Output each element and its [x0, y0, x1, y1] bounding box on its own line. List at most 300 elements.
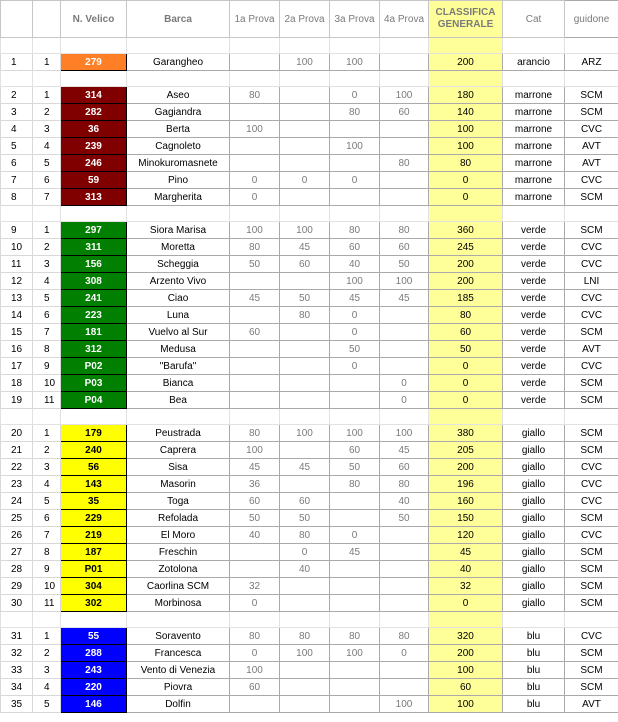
- overall-total-cell[interactable]: 200: [429, 256, 503, 273]
- header-boat[interactable]: Barca: [127, 1, 230, 38]
- overall-total-cell[interactable]: 185: [429, 290, 503, 307]
- race-1-cell[interactable]: 45: [230, 290, 280, 307]
- row-number-cell[interactable]: 30: [1, 595, 33, 612]
- sail-number-cell[interactable]: 297: [61, 222, 127, 239]
- class-position-cell[interactable]: 4: [33, 679, 61, 696]
- row-number-cell[interactable]: 26: [1, 527, 33, 544]
- pennant-cell[interactable]: CVC: [565, 307, 618, 324]
- overall-total-cell[interactable]: 200: [429, 459, 503, 476]
- class-position-cell[interactable]: 4: [33, 138, 61, 155]
- race-1-cell[interactable]: [230, 307, 280, 324]
- overall-total-cell[interactable]: 100: [429, 662, 503, 679]
- race-4-cell[interactable]: [380, 595, 429, 612]
- boat-name-cell[interactable]: Bianca: [127, 375, 230, 392]
- overall-total-cell[interactable]: 40: [429, 561, 503, 578]
- class-position-cell[interactable]: 11: [33, 595, 61, 612]
- category-cell[interactable]: marrone: [503, 172, 565, 189]
- class-position-cell[interactable]: 1: [33, 87, 61, 104]
- pennant-cell[interactable]: AVT: [565, 696, 618, 713]
- race-2-cell[interactable]: 0: [280, 172, 330, 189]
- boat-name-cell[interactable]: Ciao: [127, 290, 230, 307]
- class-position-cell[interactable]: 1: [33, 628, 61, 645]
- race-4-cell[interactable]: [380, 341, 429, 358]
- race-4-cell[interactable]: [380, 324, 429, 341]
- race-3-cell[interactable]: [330, 679, 380, 696]
- category-cell[interactable]: blu: [503, 645, 565, 662]
- category-cell[interactable]: verde: [503, 290, 565, 307]
- boat-name-cell[interactable]: Vento di Venezia: [127, 662, 230, 679]
- boat-name-cell[interactable]: Freschin: [127, 544, 230, 561]
- pennant-cell[interactable]: CVC: [565, 290, 618, 307]
- class-position-cell[interactable]: 9: [33, 561, 61, 578]
- sail-number-cell[interactable]: 220: [61, 679, 127, 696]
- category-cell[interactable]: marrone: [503, 189, 565, 206]
- row-number-cell[interactable]: 15: [1, 324, 33, 341]
- race-4-cell[interactable]: [380, 527, 429, 544]
- header-pennant[interactable]: guidone: [565, 1, 618, 38]
- boat-name-cell[interactable]: Margherita: [127, 189, 230, 206]
- pennant-cell[interactable]: SCM: [565, 510, 618, 527]
- race-1-cell[interactable]: 32: [230, 578, 280, 595]
- pennant-cell[interactable]: CVC: [565, 239, 618, 256]
- overall-total-cell[interactable]: 360: [429, 222, 503, 239]
- race-2-cell[interactable]: [280, 358, 330, 375]
- race-3-cell[interactable]: [330, 121, 380, 138]
- race-2-cell[interactable]: [280, 595, 330, 612]
- row-number-cell[interactable]: 27: [1, 544, 33, 561]
- boat-name-cell[interactable]: Garangheo: [127, 54, 230, 71]
- overall-total-cell[interactable]: 100: [429, 138, 503, 155]
- category-cell[interactable]: giallo: [503, 493, 565, 510]
- class-position-cell[interactable]: 3: [33, 256, 61, 273]
- boat-name-cell[interactable]: Berta: [127, 121, 230, 138]
- overall-total-cell[interactable]: 0: [429, 392, 503, 409]
- overall-total-cell[interactable]: 45: [429, 544, 503, 561]
- race-3-cell[interactable]: 50: [330, 459, 380, 476]
- pennant-cell[interactable]: SCM: [565, 189, 618, 206]
- class-position-cell[interactable]: 4: [33, 273, 61, 290]
- race-3-cell[interactable]: [330, 662, 380, 679]
- pennant-cell[interactable]: LNI: [565, 273, 618, 290]
- row-number-cell[interactable]: 22: [1, 459, 33, 476]
- race-4-cell[interactable]: 0: [380, 392, 429, 409]
- race-4-cell[interactable]: [380, 138, 429, 155]
- overall-total-cell[interactable]: 320: [429, 628, 503, 645]
- race-4-cell[interactable]: [380, 358, 429, 375]
- category-cell[interactable]: arancio: [503, 54, 565, 71]
- race-1-cell[interactable]: 50: [230, 256, 280, 273]
- class-position-cell[interactable]: 2: [33, 645, 61, 662]
- race-1-cell[interactable]: [230, 358, 280, 375]
- pennant-cell[interactable]: CVC: [565, 256, 618, 273]
- row-number-cell[interactable]: 28: [1, 561, 33, 578]
- boat-name-cell[interactable]: Masorin: [127, 476, 230, 493]
- overall-total-cell[interactable]: 245: [429, 239, 503, 256]
- race-4-cell[interactable]: 0: [380, 375, 429, 392]
- race-4-cell[interactable]: [380, 578, 429, 595]
- category-cell[interactable]: marrone: [503, 155, 565, 172]
- class-position-cell[interactable]: 5: [33, 155, 61, 172]
- sail-number-cell[interactable]: 308: [61, 273, 127, 290]
- boat-name-cell[interactable]: Dolfin: [127, 696, 230, 713]
- boat-name-cell[interactable]: Medusa: [127, 341, 230, 358]
- sail-number-cell[interactable]: P02: [61, 358, 127, 375]
- category-cell[interactable]: giallo: [503, 544, 565, 561]
- race-1-cell[interactable]: 100: [230, 121, 280, 138]
- category-cell[interactable]: giallo: [503, 442, 565, 459]
- race-2-cell[interactable]: 100: [280, 425, 330, 442]
- class-position-cell[interactable]: 3: [33, 459, 61, 476]
- overall-total-cell[interactable]: 200: [429, 273, 503, 290]
- overall-total-cell[interactable]: 60: [429, 679, 503, 696]
- sail-number-cell[interactable]: 314: [61, 87, 127, 104]
- category-cell[interactable]: marrone: [503, 121, 565, 138]
- race-4-cell[interactable]: 60: [380, 239, 429, 256]
- class-position-cell[interactable]: 10: [33, 578, 61, 595]
- boat-name-cell[interactable]: Francesca: [127, 645, 230, 662]
- race-2-cell[interactable]: 50: [280, 290, 330, 307]
- race-1-cell[interactable]: [230, 138, 280, 155]
- pennant-cell[interactable]: AVT: [565, 138, 618, 155]
- race-4-cell[interactable]: [380, 679, 429, 696]
- category-cell[interactable]: marrone: [503, 104, 565, 121]
- class-position-cell[interactable]: 3: [33, 662, 61, 679]
- overall-total-cell[interactable]: 80: [429, 307, 503, 324]
- race-2-cell[interactable]: [280, 189, 330, 206]
- row-number-cell[interactable]: 9: [1, 222, 33, 239]
- category-cell[interactable]: verde: [503, 324, 565, 341]
- category-cell[interactable]: giallo: [503, 425, 565, 442]
- category-cell[interactable]: verde: [503, 239, 565, 256]
- boat-name-cell[interactable]: Sisa: [127, 459, 230, 476]
- class-position-cell[interactable]: 7: [33, 189, 61, 206]
- overall-total-cell[interactable]: 140: [429, 104, 503, 121]
- row-number-cell[interactable]: 21: [1, 442, 33, 459]
- pennant-cell[interactable]: CVC: [565, 493, 618, 510]
- race-3-cell[interactable]: 100: [330, 425, 380, 442]
- row-number-cell[interactable]: 18: [1, 375, 33, 392]
- race-4-cell[interactable]: [380, 54, 429, 71]
- boat-name-cell[interactable]: Caorlina SCM: [127, 578, 230, 595]
- class-position-cell[interactable]: 1: [33, 54, 61, 71]
- race-4-cell[interactable]: 40: [380, 493, 429, 510]
- race-1-cell[interactable]: 0: [230, 189, 280, 206]
- race-3-cell[interactable]: 0: [330, 307, 380, 324]
- race-4-cell[interactable]: 80: [380, 222, 429, 239]
- header-race-1[interactable]: 1a Prova: [230, 1, 280, 38]
- category-cell[interactable]: giallo: [503, 459, 565, 476]
- pennant-cell[interactable]: SCM: [565, 104, 618, 121]
- overall-total-cell[interactable]: 200: [429, 54, 503, 71]
- row-number-cell[interactable]: 25: [1, 510, 33, 527]
- header-overall-ranking[interactable]: [429, 1, 503, 38]
- race-3-cell[interactable]: 100: [330, 54, 380, 71]
- pennant-cell[interactable]: CVC: [565, 527, 618, 544]
- pennant-cell[interactable]: CVC: [565, 476, 618, 493]
- boat-name-cell[interactable]: Arzento Vivo: [127, 273, 230, 290]
- race-4-cell[interactable]: 80: [380, 476, 429, 493]
- race-1-cell[interactable]: [230, 273, 280, 290]
- boat-name-cell[interactable]: Gagiandra: [127, 104, 230, 121]
- pennant-cell[interactable]: SCM: [565, 578, 618, 595]
- race-3-cell[interactable]: 45: [330, 544, 380, 561]
- race-2-cell[interactable]: [280, 375, 330, 392]
- class-position-cell[interactable]: 1: [33, 425, 61, 442]
- boat-name-cell[interactable]: Zotolona: [127, 561, 230, 578]
- boat-name-cell[interactable]: "Barufa": [127, 358, 230, 375]
- class-position-cell[interactable]: 3: [33, 121, 61, 138]
- race-4-cell[interactable]: [380, 544, 429, 561]
- pennant-cell[interactable]: SCM: [565, 544, 618, 561]
- race-3-cell[interactable]: 60: [330, 442, 380, 459]
- class-position-cell[interactable]: 5: [33, 290, 61, 307]
- pennant-cell[interactable]: SCM: [565, 87, 618, 104]
- sail-number-cell[interactable]: 302: [61, 595, 127, 612]
- race-1-cell[interactable]: 50: [230, 510, 280, 527]
- pennant-cell[interactable]: SCM: [565, 222, 618, 239]
- class-position-cell[interactable]: 7: [33, 527, 61, 544]
- race-2-cell[interactable]: [280, 155, 330, 172]
- category-cell[interactable]: giallo: [503, 578, 565, 595]
- race-2-cell[interactable]: 60: [280, 256, 330, 273]
- race-2-cell[interactable]: [280, 341, 330, 358]
- category-cell[interactable]: blu: [503, 628, 565, 645]
- overall-total-cell[interactable]: 0: [429, 595, 503, 612]
- sail-number-cell[interactable]: 143: [61, 476, 127, 493]
- race-4-cell[interactable]: 100: [380, 273, 429, 290]
- sail-number-cell[interactable]: 240: [61, 442, 127, 459]
- race-1-cell[interactable]: 0: [230, 595, 280, 612]
- class-position-cell[interactable]: 8: [33, 544, 61, 561]
- race-4-cell[interactable]: 80: [380, 628, 429, 645]
- boat-name-cell[interactable]: Moretta: [127, 239, 230, 256]
- class-position-cell[interactable]: 2: [33, 239, 61, 256]
- overall-total-cell[interactable]: 60: [429, 324, 503, 341]
- sail-number-cell[interactable]: P04: [61, 392, 127, 409]
- overall-total-cell[interactable]: 380: [429, 425, 503, 442]
- race-2-cell[interactable]: 40: [280, 561, 330, 578]
- race-2-cell[interactable]: 100: [280, 54, 330, 71]
- sail-number-cell[interactable]: 288: [61, 645, 127, 662]
- row-number-cell[interactable]: 1: [1, 54, 33, 71]
- race-3-cell[interactable]: [330, 189, 380, 206]
- race-1-cell[interactable]: 0: [230, 172, 280, 189]
- race-3-cell[interactable]: 0: [330, 324, 380, 341]
- race-4-cell[interactable]: 100: [380, 425, 429, 442]
- race-2-cell[interactable]: [280, 138, 330, 155]
- race-1-cell[interactable]: 80: [230, 628, 280, 645]
- race-3-cell[interactable]: [330, 375, 380, 392]
- race-1-cell[interactable]: [230, 155, 280, 172]
- race-3-cell[interactable]: 40: [330, 256, 380, 273]
- row-number-cell[interactable]: 3: [1, 104, 33, 121]
- class-position-cell[interactable]: 2: [33, 104, 61, 121]
- race-1-cell[interactable]: [230, 375, 280, 392]
- sail-number-cell[interactable]: 312: [61, 341, 127, 358]
- header-race-3[interactable]: 3a Prova: [330, 1, 380, 38]
- race-3-cell[interactable]: 0: [330, 172, 380, 189]
- race-1-cell[interactable]: 60: [230, 493, 280, 510]
- overall-total-cell[interactable]: 200: [429, 645, 503, 662]
- race-1-cell[interactable]: 80: [230, 87, 280, 104]
- race-4-cell[interactable]: 45: [380, 290, 429, 307]
- race-4-cell[interactable]: [380, 307, 429, 324]
- race-1-cell[interactable]: [230, 392, 280, 409]
- race-1-cell[interactable]: [230, 54, 280, 71]
- category-cell[interactable]: giallo: [503, 527, 565, 544]
- race-2-cell[interactable]: [280, 476, 330, 493]
- category-cell[interactable]: verde: [503, 358, 565, 375]
- boat-name-cell[interactable]: El Moro: [127, 527, 230, 544]
- race-2-cell[interactable]: [280, 87, 330, 104]
- sail-number-cell[interactable]: 187: [61, 544, 127, 561]
- race-3-cell[interactable]: 100: [330, 273, 380, 290]
- sail-number-cell[interactable]: 59: [61, 172, 127, 189]
- category-cell[interactable]: verde: [503, 222, 565, 239]
- race-2-cell[interactable]: [280, 104, 330, 121]
- race-2-cell[interactable]: [280, 679, 330, 696]
- race-3-cell[interactable]: 100: [330, 138, 380, 155]
- row-number-cell[interactable]: 16: [1, 341, 33, 358]
- overall-total-cell[interactable]: 80: [429, 155, 503, 172]
- pennant-cell[interactable]: AVT: [565, 341, 618, 358]
- race-4-cell[interactable]: [380, 189, 429, 206]
- category-cell[interactable]: verde: [503, 392, 565, 409]
- boat-name-cell[interactable]: Minokuromasnete: [127, 155, 230, 172]
- sail-number-cell[interactable]: 304: [61, 578, 127, 595]
- sail-number-cell[interactable]: 313: [61, 189, 127, 206]
- race-1-cell[interactable]: 100: [230, 442, 280, 459]
- race-4-cell[interactable]: 100: [380, 87, 429, 104]
- pennant-cell[interactable]: SCM: [565, 645, 618, 662]
- sail-number-cell[interactable]: 223: [61, 307, 127, 324]
- row-number-cell[interactable]: 13: [1, 290, 33, 307]
- race-2-cell[interactable]: [280, 662, 330, 679]
- overall-total-cell[interactable]: 0: [429, 358, 503, 375]
- category-cell[interactable]: giallo: [503, 561, 565, 578]
- sail-number-cell[interactable]: 181: [61, 324, 127, 341]
- category-cell[interactable]: verde: [503, 256, 565, 273]
- race-2-cell[interactable]: 50: [280, 510, 330, 527]
- race-2-cell[interactable]: 60: [280, 493, 330, 510]
- sail-number-cell[interactable]: 56: [61, 459, 127, 476]
- sail-number-cell[interactable]: P03: [61, 375, 127, 392]
- race-4-cell[interactable]: 0: [380, 645, 429, 662]
- race-3-cell[interactable]: 100: [330, 645, 380, 662]
- sail-number-cell[interactable]: 35: [61, 493, 127, 510]
- row-number-cell[interactable]: 14: [1, 307, 33, 324]
- overall-total-cell[interactable]: 0: [429, 172, 503, 189]
- sail-number-cell[interactable]: 243: [61, 662, 127, 679]
- category-cell[interactable]: giallo: [503, 476, 565, 493]
- boat-name-cell[interactable]: Soravento: [127, 628, 230, 645]
- overall-total-cell[interactable]: 0: [429, 375, 503, 392]
- class-position-cell[interactable]: 6: [33, 307, 61, 324]
- class-position-cell[interactable]: 1: [33, 222, 61, 239]
- category-cell[interactable]: blu: [503, 662, 565, 679]
- pennant-cell[interactable]: CVC: [565, 628, 618, 645]
- class-position-cell[interactable]: 2: [33, 442, 61, 459]
- race-3-cell[interactable]: [330, 578, 380, 595]
- class-position-cell[interactable]: 11: [33, 392, 61, 409]
- race-1-cell[interactable]: [230, 104, 280, 121]
- pennant-cell[interactable]: AVT: [565, 155, 618, 172]
- overall-total-cell[interactable]: 32: [429, 578, 503, 595]
- pennant-cell[interactable]: CVC: [565, 459, 618, 476]
- category-cell[interactable]: giallo: [503, 595, 565, 612]
- boat-name-cell[interactable]: Refolada: [127, 510, 230, 527]
- race-1-cell[interactable]: 60: [230, 679, 280, 696]
- race-3-cell[interactable]: [330, 510, 380, 527]
- sail-number-cell[interactable]: 279: [61, 54, 127, 71]
- class-position-cell[interactable]: 8: [33, 341, 61, 358]
- race-3-cell[interactable]: [330, 595, 380, 612]
- row-number-cell[interactable]: 19: [1, 392, 33, 409]
- row-number-cell[interactable]: 32: [1, 645, 33, 662]
- race-3-cell[interactable]: 80: [330, 104, 380, 121]
- boat-name-cell[interactable]: Vuelvo al Sur: [127, 324, 230, 341]
- boat-name-cell[interactable]: Pino: [127, 172, 230, 189]
- row-number-cell[interactable]: 34: [1, 679, 33, 696]
- race-4-cell[interactable]: 60: [380, 104, 429, 121]
- race-2-cell[interactable]: 100: [280, 645, 330, 662]
- pennant-cell[interactable]: SCM: [565, 442, 618, 459]
- overall-total-cell[interactable]: 160: [429, 493, 503, 510]
- row-number-cell[interactable]: 29: [1, 578, 33, 595]
- race-2-cell[interactable]: 45: [280, 239, 330, 256]
- race-1-cell[interactable]: [230, 341, 280, 358]
- race-1-cell[interactable]: 40: [230, 527, 280, 544]
- row-number-cell[interactable]: 24: [1, 493, 33, 510]
- pennant-cell[interactable]: SCM: [565, 679, 618, 696]
- category-cell[interactable]: verde: [503, 341, 565, 358]
- race-1-cell[interactable]: 36: [230, 476, 280, 493]
- race-2-cell[interactable]: [280, 273, 330, 290]
- category-cell[interactable]: blu: [503, 679, 565, 696]
- race-2-cell[interactable]: [280, 324, 330, 341]
- race-1-cell[interactable]: [230, 561, 280, 578]
- row-number-cell[interactable]: 10: [1, 239, 33, 256]
- race-3-cell[interactable]: 45: [330, 290, 380, 307]
- sail-number-cell[interactable]: 239: [61, 138, 127, 155]
- overall-total-cell[interactable]: 196: [429, 476, 503, 493]
- header-race-4[interactable]: 4a Prova: [380, 1, 429, 38]
- overall-total-cell[interactable]: 180: [429, 87, 503, 104]
- boat-name-cell[interactable]: Morbinosa: [127, 595, 230, 612]
- pennant-cell[interactable]: CVC: [565, 121, 618, 138]
- race-3-cell[interactable]: 80: [330, 628, 380, 645]
- race-4-cell[interactable]: [380, 662, 429, 679]
- race-3-cell[interactable]: 0: [330, 358, 380, 375]
- pennant-cell[interactable]: SCM: [565, 324, 618, 341]
- row-number-cell[interactable]: 23: [1, 476, 33, 493]
- race-2-cell[interactable]: [280, 696, 330, 713]
- race-3-cell[interactable]: [330, 696, 380, 713]
- race-3-cell[interactable]: 80: [330, 222, 380, 239]
- sail-number-cell[interactable]: 229: [61, 510, 127, 527]
- race-4-cell[interactable]: [380, 121, 429, 138]
- race-2-cell[interactable]: 80: [280, 628, 330, 645]
- race-4-cell[interactable]: 100: [380, 696, 429, 713]
- race-2-cell[interactable]: [280, 442, 330, 459]
- row-number-cell[interactable]: 35: [1, 696, 33, 713]
- overall-total-cell[interactable]: 100: [429, 121, 503, 138]
- category-cell[interactable]: blu: [503, 696, 565, 713]
- race-1-cell[interactable]: [230, 544, 280, 561]
- race-1-cell[interactable]: 100: [230, 662, 280, 679]
- pennant-cell[interactable]: ARZ: [565, 54, 618, 71]
- race-2-cell[interactable]: 80: [280, 307, 330, 324]
